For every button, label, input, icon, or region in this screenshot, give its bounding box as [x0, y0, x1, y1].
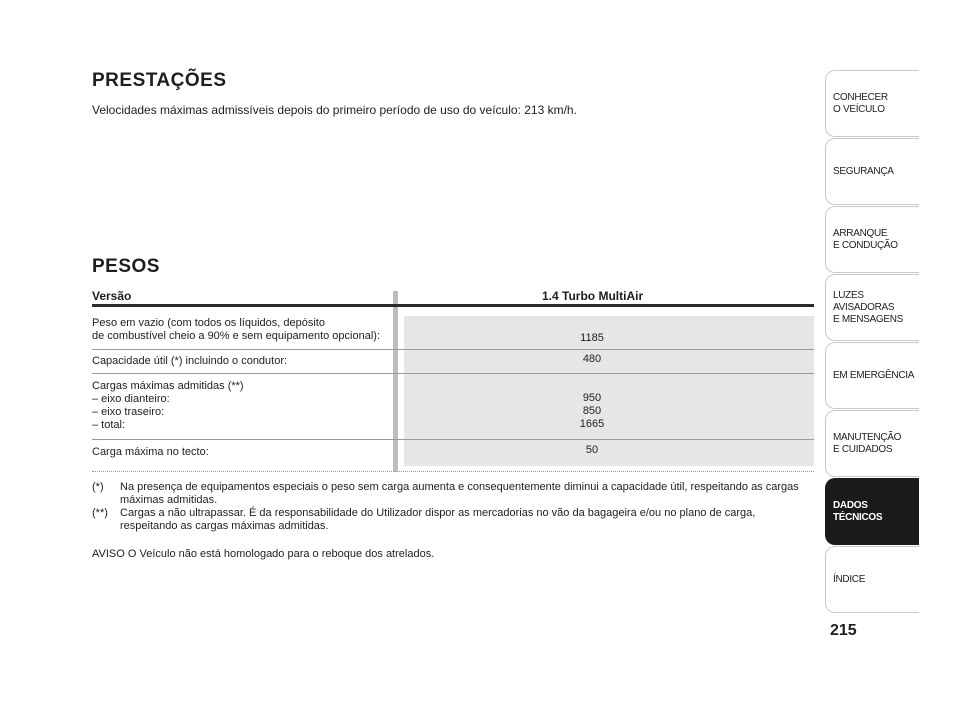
warning-text: AVISO O Veículo não está homologado para o reboque dos atrelados.: [92, 548, 435, 560]
tab-label: ARRANQUE E CONDUÇÃO: [833, 227, 898, 251]
tab-conhecer-o-veiculo[interactable]: [825, 70, 919, 137]
tab-seguranca[interactable]: [825, 138, 919, 205]
row-value: 480: [582, 353, 602, 365]
section-title-prestacoes: PRESTAÇÕES: [92, 70, 227, 91]
tab-luzes-avisadoras[interactable]: [825, 274, 919, 341]
table-bottom-rule: [92, 471, 814, 472]
row-label: Peso em vazio (com todos os líquidos, depósito de combustível cheio a 90% e sem equipamento opcional):: [92, 317, 381, 342]
tab-label: DADOS TÉCNICOS: [833, 499, 883, 523]
footnote-marker: (*): [92, 481, 104, 493]
weights-table: [92, 288, 814, 305]
chapter-tabs: [825, 70, 919, 614]
header-rule: [92, 304, 814, 307]
tab-label: EM EMERGÊNCIA: [833, 369, 915, 381]
max-speed-text: Velocidades máximas admissíveis depois do primeiro período de uso do veículo: 213 km/h.: [92, 103, 577, 117]
footnote-text: Na presença de equipamentos especiais o peso sem carga aumenta e consequentemente diminui a capacidade útil, respeitando as cargas máximas admitidas.: [120, 481, 799, 506]
footnote: [92, 481, 814, 507]
footnotes: [92, 481, 814, 533]
row-label: Capacidade útil (*) incluindo o condutor:: [92, 355, 288, 367]
tab-label: LUZES AVISADORAS E MENSAGENS: [833, 289, 904, 325]
row-divider: [92, 349, 814, 350]
row-label: Carga máxima no tecto:: [92, 446, 209, 458]
page-number: 215: [830, 622, 857, 639]
header-version: Versão: [92, 289, 132, 303]
table-header: [92, 288, 814, 305]
tab-manutencao-e-cuidados[interactable]: [825, 410, 919, 477]
row-divider: [92, 373, 814, 374]
footnote: [92, 507, 814, 533]
tab-dados-tecnicos[interactable]: [825, 478, 919, 545]
footnote-marker: (**): [92, 507, 108, 519]
header-engine: 1.4 Turbo MultiAir: [542, 289, 644, 303]
tab-arranque-e-conducao[interactable]: [825, 206, 919, 273]
tab-label: SEGURANÇA: [833, 165, 894, 177]
tab-indice[interactable]: [825, 546, 919, 613]
section-title-pesos: PESOS: [92, 256, 160, 277]
row-label: Cargas máximas admitidas (**) – eixo dianteiro: – eixo traseiro: – total:: [92, 380, 244, 431]
tab-label: ÍNDICE: [833, 573, 866, 585]
row-value: 950 850 1665: [579, 392, 605, 430]
tab-label: MANUTENÇÃO E CUIDADOS: [833, 431, 902, 455]
column-divider: [393, 291, 398, 472]
tab-em-emergencia[interactable]: [825, 342, 919, 409]
footnote-text: Cargas a não ultrapassar. É da responsabilidade do Utilizador dispor as mercadorias no vão da bagageira e/ou no plano de carga, respeitando as cargas máximas admitidas.: [120, 507, 756, 532]
tab-label: CONHECER O VEÍCULO: [833, 91, 888, 115]
row-value: 1185: [580, 332, 604, 344]
row-divider: [92, 439, 814, 440]
row-value: 50: [585, 444, 599, 456]
